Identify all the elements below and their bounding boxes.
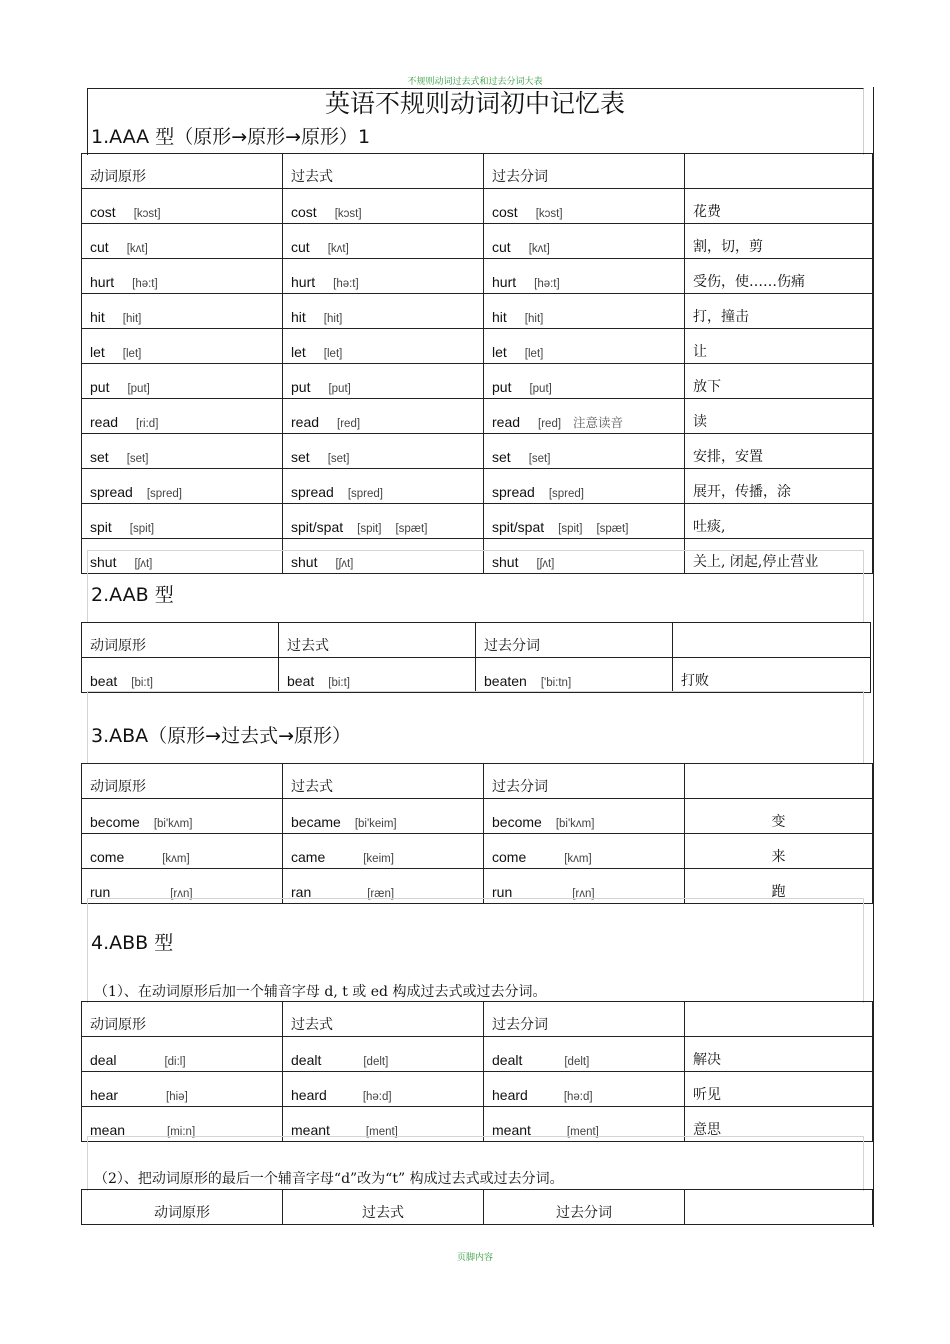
table-row xyxy=(82,399,873,434)
verb-past-participle: cost xyxy=(492,204,518,220)
header-past-participle: 过去分词 xyxy=(484,1190,685,1225)
table-row xyxy=(82,504,873,539)
table-row xyxy=(82,434,873,469)
table-row xyxy=(82,259,873,294)
phonetic: [mi:n] xyxy=(167,1126,196,1138)
verb-past-participle: run xyxy=(492,884,513,900)
meaning: 跑 xyxy=(685,869,873,904)
abb-rule-1: （1）、在动词原形后加一个辅音字母 d, t 或 ed 构成过去式或过去分词。 xyxy=(94,984,547,1000)
page-header: 不规则动词过去式和过去分词大表 xyxy=(407,77,543,87)
meaning: 吐痰, xyxy=(685,504,873,539)
verb-past: meant xyxy=(291,1122,330,1138)
phonetic: [spred] xyxy=(146,488,182,500)
meaning: 花费 xyxy=(685,189,873,224)
meaning: 放下 xyxy=(685,364,873,399)
phonetic: [hə:t] xyxy=(132,278,158,290)
verb-past-participle: spread xyxy=(492,484,535,500)
table-aaa xyxy=(81,153,873,574)
verb-past: became xyxy=(291,814,341,830)
verb-base: let xyxy=(90,344,105,360)
meaning: 关上, 闭起,停止营业 xyxy=(685,539,873,574)
header-past: 过去式 xyxy=(283,1190,484,1225)
table-row xyxy=(82,1037,873,1072)
phonetic: [let] xyxy=(323,348,343,360)
verb-base: deal xyxy=(90,1052,117,1068)
phonetic: [kʌt] xyxy=(528,243,550,255)
verb-past-participle: spit/spat xyxy=(492,519,545,535)
table-row xyxy=(82,658,871,693)
verb-base: spread xyxy=(90,484,133,500)
phonetic: [set] xyxy=(528,453,551,465)
verb-past: cut xyxy=(291,239,310,255)
phonetic: [rʌn] xyxy=(170,888,193,900)
verb-past: ran xyxy=(291,884,312,900)
phonetic: [kʌt] xyxy=(327,243,349,255)
phonetic: [spred] xyxy=(347,488,383,500)
phonetic: [put] xyxy=(328,383,351,395)
verb-past: let xyxy=(291,344,306,360)
phonetic: [hiə] xyxy=(166,1091,188,1103)
verb-past-participle: meant xyxy=(492,1122,531,1138)
phonetic: [kɔst] xyxy=(334,208,362,220)
phonetic: [ʃʌt] xyxy=(335,558,354,570)
table-row xyxy=(82,294,873,329)
verb-past: hurt xyxy=(291,274,316,290)
phonetic: [ʃʌt] xyxy=(134,558,153,570)
header-base: 动词原形 xyxy=(82,623,279,658)
meaning: 来 xyxy=(685,834,873,869)
verb-past-participle: read xyxy=(492,414,521,430)
verb-base: run xyxy=(90,884,111,900)
phonetic-alt: [spæt] xyxy=(596,523,629,535)
table-row xyxy=(82,189,873,224)
phonetic: ['bi:tn] xyxy=(540,677,572,689)
meaning: 读 xyxy=(685,399,873,434)
phonetic: [red] xyxy=(538,418,562,430)
header-meaning xyxy=(685,154,873,189)
verb-base: shut xyxy=(90,554,117,570)
phonetic: [rʌn] xyxy=(572,888,595,900)
verb-past-participle: shut xyxy=(492,554,519,570)
phonetic: [spit] xyxy=(558,523,583,535)
verb-base: cut xyxy=(90,239,109,255)
table-row xyxy=(82,1072,873,1107)
verb-base: spit xyxy=(90,519,112,535)
meaning: 安排，安置 xyxy=(685,434,873,469)
verb-past-participle: let xyxy=(492,344,507,360)
document-title: 英语不规则动词初中记忆表 xyxy=(324,89,625,118)
page-right-rule xyxy=(873,87,874,1227)
phonetic: [bi'kʌm] xyxy=(555,818,595,830)
phonetic: [ment] xyxy=(365,1126,398,1138)
header-past: 过去式 xyxy=(283,154,484,189)
table-row xyxy=(82,834,873,869)
table-header-row xyxy=(82,623,871,658)
phonetic: [put] xyxy=(529,383,552,395)
verb-past: put xyxy=(291,379,311,395)
meaning: 变 xyxy=(685,799,873,834)
verb-base: hear xyxy=(90,1087,119,1103)
phonetic: [hə:d] xyxy=(362,1091,392,1103)
meaning: 展开，传播，涂 xyxy=(685,469,873,504)
header-base: 动词原形 xyxy=(82,764,283,799)
phonetic: [bi'kʌm] xyxy=(153,818,193,830)
table-row xyxy=(82,364,873,399)
section-aab-frame xyxy=(87,550,864,623)
verb-base: read xyxy=(90,414,119,430)
phonetic: [di:l] xyxy=(164,1056,186,1068)
phonetic: [hə:t] xyxy=(534,278,560,290)
table-row xyxy=(82,329,873,364)
verb-past: beat xyxy=(287,673,315,689)
header-past: 过去式 xyxy=(279,623,476,658)
phonetic: [red] xyxy=(337,418,361,430)
page-footer: 页脚内容 xyxy=(456,1253,493,1263)
verb-past-participle: cut xyxy=(492,239,511,255)
phonetic: [spit] xyxy=(129,523,155,535)
phonetic: [ri:d] xyxy=(136,418,159,430)
header-past-participle: 过去分词 xyxy=(484,764,685,799)
phonetic: [keim] xyxy=(363,853,394,865)
phonetic: [bi'keim] xyxy=(354,818,397,830)
meaning: 让 xyxy=(685,329,873,364)
header-past-participle: 过去分词 xyxy=(484,154,685,189)
table-header-row xyxy=(82,764,873,799)
verb-past-participle: heard xyxy=(492,1087,528,1103)
phonetic: [kʌm] xyxy=(564,853,592,865)
phonetic: [ment] xyxy=(566,1126,599,1138)
verb-past: heard xyxy=(291,1087,327,1103)
table-row xyxy=(82,799,873,834)
table-header-row xyxy=(82,1190,873,1225)
verb-past-participle: beaten xyxy=(484,673,527,689)
phonetic: [kɔst] xyxy=(133,208,161,220)
section-abb-title: 4.ABB 型 xyxy=(91,932,174,954)
meaning: 打败 xyxy=(673,658,871,693)
phonetic: [set] xyxy=(126,453,149,465)
section-aaa-title: 1.AAA 型（原形→原形→原形）1 xyxy=(91,126,371,148)
phonetic: [hə:d] xyxy=(563,1091,593,1103)
meaning: 割，切，剪 xyxy=(685,224,873,259)
meaning: 打，撞击 xyxy=(685,294,873,329)
header-base: 动词原形 xyxy=(82,154,283,189)
phonetic: [delt] xyxy=(564,1056,590,1068)
phonetic: [ʃʌt] xyxy=(536,558,555,570)
table-row xyxy=(82,224,873,259)
verb-past: spread xyxy=(291,484,334,500)
phonetic: [set] xyxy=(327,453,350,465)
verb-past: hit xyxy=(291,309,306,325)
verb-base: set xyxy=(90,449,109,465)
phonetic: [hə:t] xyxy=(333,278,359,290)
phonetic: [let] xyxy=(524,348,544,360)
table-aba xyxy=(81,763,873,904)
header-meaning xyxy=(685,764,873,799)
verb-past-participle: dealt xyxy=(492,1052,523,1068)
phonetic: [bi:t] xyxy=(131,677,153,689)
phonetic: [bi:t] xyxy=(328,677,350,689)
phonetic: [let] xyxy=(122,348,142,360)
verb-base: hit xyxy=(90,309,105,325)
table-abb-1 xyxy=(81,1001,873,1142)
phonetic: [kɔst] xyxy=(535,208,563,220)
abb-rule-2: （2）、把动词原形的最后一个辅音字母“d”改为“t” 构成过去式或过去分词。 xyxy=(94,1171,564,1187)
section-aba-title: 3.ABA（原形→过去式→原形） xyxy=(91,725,351,747)
table-row xyxy=(82,469,873,504)
phonetic-alt: [spæt] xyxy=(395,523,428,535)
verb-base: cost xyxy=(90,204,116,220)
verb-past: read xyxy=(291,414,320,430)
verb-past: spit/spat xyxy=(291,519,344,535)
pronunciation-note: 注意读音 xyxy=(573,415,624,430)
verb-past: dealt xyxy=(291,1052,322,1068)
verb-past-participle: hurt xyxy=(492,274,517,290)
phonetic: [spred] xyxy=(548,488,584,500)
verb-past-participle: come xyxy=(492,849,527,865)
meaning: 听见 xyxy=(685,1072,873,1107)
table-abb-2 xyxy=(81,1189,873,1225)
header-past-participle: 过去分词 xyxy=(476,623,673,658)
header-meaning xyxy=(673,623,871,658)
verb-base: become xyxy=(90,814,140,830)
header-meaning xyxy=(685,1190,873,1225)
phonetic: [kʌm] xyxy=(162,853,190,865)
phonetic: [hit] xyxy=(524,313,544,325)
table-header-row xyxy=(82,154,873,189)
header-past-participle: 过去分词 xyxy=(484,1002,685,1037)
verb-past-participle: set xyxy=(492,449,511,465)
verb-past: came xyxy=(291,849,326,865)
header-base: 动词原形 xyxy=(82,1190,283,1225)
table-aab xyxy=(81,622,871,693)
verb-base: come xyxy=(90,849,125,865)
verb-base: beat xyxy=(90,673,118,689)
header-meaning xyxy=(685,1002,873,1037)
verb-past: set xyxy=(291,449,310,465)
verb-base: mean xyxy=(90,1122,126,1138)
phonetic: [hit] xyxy=(122,313,142,325)
section-aab-title: 2.AAB 型 xyxy=(91,584,174,606)
verb-base: hurt xyxy=(90,274,115,290)
meaning: 解决 xyxy=(685,1037,873,1072)
phonetic: [ræn] xyxy=(367,888,395,900)
header-past: 过去式 xyxy=(283,1002,484,1037)
verb-past: cost xyxy=(291,204,317,220)
verb-past-participle: become xyxy=(492,814,542,830)
verb-base: put xyxy=(90,379,110,395)
phonetic: [delt] xyxy=(363,1056,389,1068)
verb-past-participle: put xyxy=(492,379,512,395)
header-past: 过去式 xyxy=(283,764,484,799)
phonetic: [spit] xyxy=(357,523,382,535)
phonetic: [put] xyxy=(127,383,150,395)
header-base: 动词原形 xyxy=(82,1002,283,1037)
meaning: 受伤，使……伤痛 xyxy=(685,259,873,294)
verb-past-participle: hit xyxy=(492,309,507,325)
phonetic: [kʌt] xyxy=(126,243,148,255)
table-header-row xyxy=(82,1002,873,1037)
meaning: 意思 xyxy=(685,1107,873,1142)
phonetic: [hit] xyxy=(323,313,343,325)
verb-past: shut xyxy=(291,554,318,570)
